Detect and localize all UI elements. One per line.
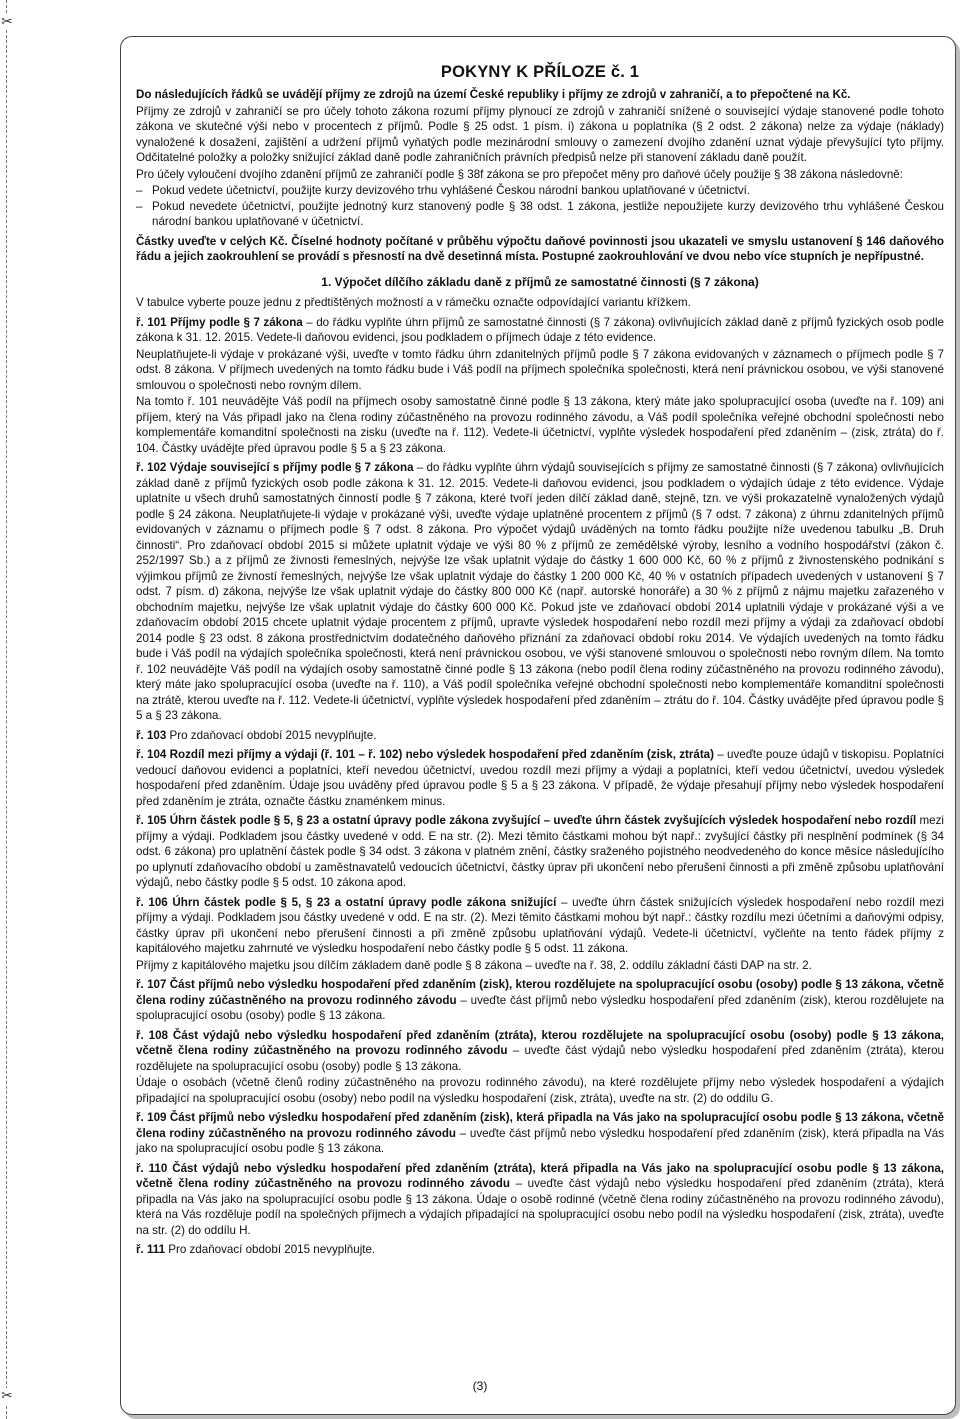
row-109-heading: ř. 109 Část příjmů nebo výsledku hospodaření před zdaněním (zisk), která připadla na Vás jako na spolupracující osobu podle § 13 zákona, včetně člena rodiny zúčastněného na provozu rodinného závodu — [136, 1111, 944, 1140]
rounding-text: Částky uveďte v celých Kč. Číselné hodnoty počítané v průběhu výpočtu daňové povinnosti jsou ukazateli ve smyslu ustanovení § 146 daňového řádu a jejich zaokrouhlení se provádí s přesností na dvě desetinná místa. Postupné zaokrouhlování ve dvou nebo více stupních je nepřípustné. — [136, 234, 944, 263]
row-110-text: – uveďte část výdajů nebo výsledku hospodaření před zdaněním (ztráta), která připadla na Vás jako na spolupracující osobu podle § 13 zákona. Údaje o osobě rodinné (včetně člena rodiny zúčastněného na provozu rodinného závodu), která na Vás rozděluje podíl na společných příjmech a výdajích připadající na spolupracující osobu nebo podíl na výsledku hospodaření (zisk, ztráta), uveďte na str. (2) do oddílu H. — [136, 1177, 945, 1237]
row-110 — [136, 1161, 944, 1239]
section-lead: V tabulce vyberte pouze jednu z předtištěných možností a v rámečku označte odpovídající variantu křížkem. — [136, 296, 691, 309]
row-106-heading: ř. 106 Úhrn částek podle § 5, § 23 a ostatní úpravy podle zákona snižující — [136, 895, 557, 909]
row-103 — [136, 728, 944, 744]
row-107-text: – uveďte část příjmů nebo výsledku hospodaření před zdaněním (zisk), kterou rozdělujete na spolupracující osobu (osoby) podle § 13 zákona. — [136, 993, 944, 1022]
row-102-heading: ř. 102 Výdaje související s příjmy podle § 7 zákona — [136, 461, 414, 474]
page-title: POKYNY K PŘÍLOZE č. 1 — [440, 63, 640, 81]
cut-line — [6, 0, 7, 1419]
row-102-text: – do řádku vyplňte úhrn výdajů souvisejících s příjmy ze samostatné činnosti (§ 7 zákona) ovlivňujících základ daně z příjmů fyzických osob podle zákona k 31. 12. 2015. Vedete-li daňovou evidenci, jsou podkladem o výdajích údaje z této evidence. Výdaje uplatníte u všech druhů samostatných činností podle § 7 zákona, které tvoří jeden dílčí základ daně, stejně, tzn. ve výši prokazatelně vynaložených výdajů podle § 24 zákona. Neuplatňujete-li výdaje v prokázané výši, uveďte výdaje uplatněné procentem z příjmů (§ 7 odst. 7 zákona) z úhrnu zdanitelných příjmů evidovaných v záznamu o příjmech podle § 7 odst. 8 zákona. Pro výpočet výdajů uváděných na tomto řádku použijte níže uvedenou tabulku „B. Druh činnosti“. Pro zdaňovací období 2015 si můžete uplatnit výdaje ve výši 80 % z příjmů ze zemědělské výroby, lesního a vodního hospodářství (zákon č. 252/1997 Sb.) a z příjmů ze živnosti řemeslných, nejvýše lze však uplatnit výdaje do částky 1 600 000 Kč, 60 % z příjmů z živnostenského podnikání s výjimkou příjmů ze živností řemeslných, nejvýše lze však uplatnit výdaje do částky 1 200 000 Kč, 40 % v ostatních případech uvedených v ustanovení § 7 odst. 7 písm. d) zákona, nejvýše lze však uplatnit výdaje do částky 800 000 Kč (např. autorské honoráře) a 30 % z příjmů z nájmu majetku zařazeného v obchodním majetku, nejvýše lze však uplatnit výdaje do částky 600 000 Kč. Pokud jste ve zdaňovací období 2014 uplatnili výdaje v prokázané výši a ve zdaňovacím období 2015 chcete uplatnit výdaje procentem z příjmů, upravte výsledek hospodaření nebo rozdíl mezi příjmy a výdaji za zdaňovací období 2014 podle § 23 odst. 8 zákona prostřednictvím dodatečného daňového přiznání za zdaňovací období roku 2014. Ve výdajích uvedených na tomto řádku bude i Váš podíl na výdajích společníka společnosti, která není právnickou osobou, ve výši stanovené smlouvou o společnosti nebo rovným dílem. Na tomto ř. 102 neuvádějte Váš podíl na výdajích osoby samostatně činné podle § 13 zákona (nebo podíl člena rodiny zúčastněného na provozu rodinného závodu), který máte jako spolupracující osoba (uveďte na ř. 110), a Váš podíl společníka veřejné obchodní společnosti nebo komplementáře komanditní společnosti na ztrátě, kterou uveďte na ř. 112. Vedete-li účetnictví, vyplňte výsledek hospodaření před zdaněním – ztrátu do ř. 104. Částky uvádějte před úpravou podle § 5 a § 23 zákona. — [136, 461, 945, 722]
list-item: – Pokud nevedete účetnictví, použijte jednotný kurz stanovený podle § 38 odst. 1 zákona, jestliže nepoužijete kurzy devizového trhu vyhlášené Českou národní bankou uplatňované v účetnictví. — [136, 199, 944, 230]
row-109 — [136, 1110, 944, 1157]
page-number: (3) — [472, 1379, 488, 1393]
row-108 — [136, 1028, 944, 1075]
row-101-text: – do řádku vyplňte úhrn příjmů ze samostatné činnosti (§ 7 zákona) ovlivňujících základ daně z příjmů fyzických osob podle zákona k 31. 12. 2015. Vedete-li daňovou evidenci, jsou podkladem o příjmech údaje z této evidence. — [136, 315, 945, 344]
row-106-paragraph-2: Příjmy z kapitálového majetku jsou dílčím základem daně podle § 8 zákona – uveďte na ř. 38, 2. oddílu základní části DAP na str. 2. — [136, 958, 812, 972]
row-111 — [136, 1242, 944, 1258]
row-105-text: mezi příjmy a výdaji. Podkladem jsou částky uvedené v odd. E na str. (2). Mezi těmito částkami mohou být např.: zvyšující částky při nesplnění podmínek (§ 34 odst. 6 zákona) pro uplatnění částek podle § 34 odst. 3 zákona v platném znění, částky sraženého pojistného neodvedeného do konce měsíce následujícího po uplynutí zdaňovacího období u zaměstnavatelů vedoucích účetnictví, částky úprav při ukončení nebo přerušení činnosti a při změně způsobu uplatňování výdajů, nebo částky podle § 5 odst. 10 zákona apod. — [136, 814, 944, 889]
row-101-paragraph-3: Na tomto ř. 101 neuvádějte Váš podíl na příjmech osoby samostatně činné podle § 13 zákona, který máte jako spolupracující osoba (uveďte na ř. 109) ani příjem, který na Vás připadl jako na člena rodiny zúčastněného na provozu rodinného závodu, a Váš podíl společníka veřejné obchodní společnosti nebo komplementáře komanditní společnosti na zisku (uveďte na ř. 112). Vedete-li účetnictví, vyplňte výsledek hospodaření před zdaněním – (zisk, ztráta) do ř. 104. Částky uvádějte před úpravou podle § 5 a § 23 zákona. — [136, 395, 944, 455]
row-108-heading: ř. 108 Část výdajů nebo výsledku hospodaření před zdaněním (ztráta), kterou rozdělujete na spolupracující osobu (osoby) podle § 13 zákona, včetně člena rodiny zúčastněného na provozu rodinného závodu — [136, 1028, 944, 1057]
row-106-text: – uveďte úhrn částek snižujících výsledek hospodaření nebo rozdíl mezi příjmy a výdaji. Podkladem jsou částky uvedené v odd. E na str. (2). Mezi těmito částkami mohou být např.: částky rozdílu mezi účetními a daňovými odpisy, částky úprav při ukončení nebo přerušení činnosti a při změně způsobu uplatňování výdajů. Vedete-li účetnictví, vyčleňte na tento řádek příjmy z kapitálového majetku zahrnuté ve výsledku hospodaření nebo částky podle § 5 odst. 11 zákona. — [136, 895, 944, 955]
list-item: – Pokud vedete účetnictví, použijte kurzy devizového trhu vyhlášené Českou národní bankou uplatňované v účetnictví. — [136, 183, 944, 199]
row-103-text: Pro zdaňovací období 2015 nevyplňujte. — [166, 728, 377, 742]
row-111-text: Pro zdaňovací období 2015 nevyplňujte. — [165, 1243, 376, 1256]
row-101 — [136, 315, 944, 346]
section-heading: 1. Výpočet dílčího základu daně z příjmů ze samostatné činnosti (§ 7 zákona) — [321, 274, 759, 289]
row-107-heading: ř. 107 Část příjmů nebo výsledku hospodaření před zdaněním (zisk), kterou rozdělujete na spolupracující osobu (osoby) podle § 13 zákona, včetně člena rodiny zúčastněného na provozu rodinného závodu — [136, 978, 944, 1007]
row-102 — [136, 460, 944, 724]
row-101-paragraph-2: Neuplatňujete-li výdaje v prokázané výši, uveďte v tomto řádku úhrn zdanitelných příjmů podle § 7 zákona evidovaných v záznamech o příjmech podle § 7 odst. 8 zákona. V příjmech uvedených na tomto řádku bude i Váš podíl na příjmech společníka společnosti, která není právnickou osobou, ve výši stanovené smlouvou o společnosti nebo rovným dílem. — [136, 347, 944, 392]
row-111-heading: ř. 111 — [136, 1243, 166, 1256]
intro-paragraph — [136, 87, 944, 103]
row-108-text: – uveďte část výdajů nebo výsledku hospodaření před zdaněním (ztráta), kterou rozdělujete na spolupracující osobu (osoby) podle § 13 zákona. — [136, 1044, 944, 1073]
row-105 — [136, 813, 944, 891]
row-109-text: – uveďte část příjmů nebo výsledku hospodaření před zdaněním (zisk), která připadla na Vás jako na spolupracující osobu podle § 13 zákona. — [136, 1126, 944, 1155]
rounding-paragraph — [136, 234, 944, 265]
row-106 — [136, 895, 944, 957]
row-107 — [136, 977, 944, 1024]
row-110-heading: ř. 110 Část výdajů nebo výsledku hospodaření před zdaněním (ztráta), která připadla na Vás jako na spolupracující osobu podle § 13 zákona, včetně člena rodiny zúčastněného na provozu rodinného závodu — [136, 1161, 944, 1190]
row-103-heading: ř. 103 — [136, 728, 167, 742]
row-104 — [136, 747, 944, 809]
scissors-icon: ✂ — [1, 14, 13, 30]
row-105-heading: ř. 105 Úhrn částek podle § 5, § 23 a ostatní úpravy podle zákona zvyšující – uveďte úhrn částek zvyšujících výsledek hospodaření nebo rozdíl — [136, 814, 917, 827]
intro-text: Do následujících řádků se uvádějí příjmy ze zdrojů na území České republiky i příjmy ze zdrojů v zahraničí, a to přepočtené na Kč. — [136, 88, 851, 101]
currency-paragraph: Pro účely vyloučení dvojího zdanění příjmů ze zahraničí podle § 38f zákona se pro přepočet měny pro daňové účely použije § 38 zákona následovně: — [136, 167, 903, 181]
currency-list — [136, 183, 944, 230]
foreign-income-paragraph: Příjmy ze zdrojů v zahraničí se pro účely tohoto zákona rozumí příjmy plynoucí ze zdrojů v zahraničí snížené o související výdaje stanovené podle tohoto zákona ve skutečné výši nebo v procentech z příjmů. Podle § 25 odst. 1 písm. i) zákona u poplatníka (§ 2 odst. 2 zákona) nelze za výdaje (náklady) vynaložené k dosažení, zajištění a udržení příjmů vyňatých podle mezinárodní smlouvy o zamezení dvojího zdanění uznat výdaje převyšující tyto příjmy. Odčitatelné položky a položky snižující základ daně podle zahraničních právních předpisů nelze při stanovení základu daně použít. — [136, 104, 944, 164]
row-104-heading: ř. 104 Rozdíl mezi příjmy a výdaji (ř. 101 – ř. 102) nebo výsledek hospodaření před zdaněním (zisk, ztráta) — [136, 748, 714, 761]
row-101-heading: ř. 101 Příjmy podle § 7 zákona — [136, 315, 303, 329]
instructions-body — [136, 62, 944, 1259]
scissors-icon: ✂ — [1, 1388, 13, 1404]
row-104-text: – uveďte pouze údajů v tiskopisu. Poplatníci vedoucí daňovou evidenci a poplatníci, kteří nevedou účetnictví, uvedou rozdíl mezi příjmy a výdaji a poplatníci, kteří vedou účetnictví, uvedou výsledek hospodaření před zdaněním. Údaje jsou uváděny před úpravou podle § 5 a § 23 zákona. V případě, že výdaje přesahují příjmy nebo výsledek hospodaření před zdaněním je ztráta, označte částku znaménkem minus. — [136, 748, 944, 808]
row-108-paragraph-2: Údaje o osobách (včetně členů rodiny zúčastněného na provozu rodinného závodu), na které rozdělujete příjmy nebo výsledek hospodaření a výdajích připadající na spolupracující osobu (osoby) nebo podíl na výsledku hospodaření (zisk, ztráta), uveďte na str. (2) do oddílu G. — [136, 1076, 944, 1105]
